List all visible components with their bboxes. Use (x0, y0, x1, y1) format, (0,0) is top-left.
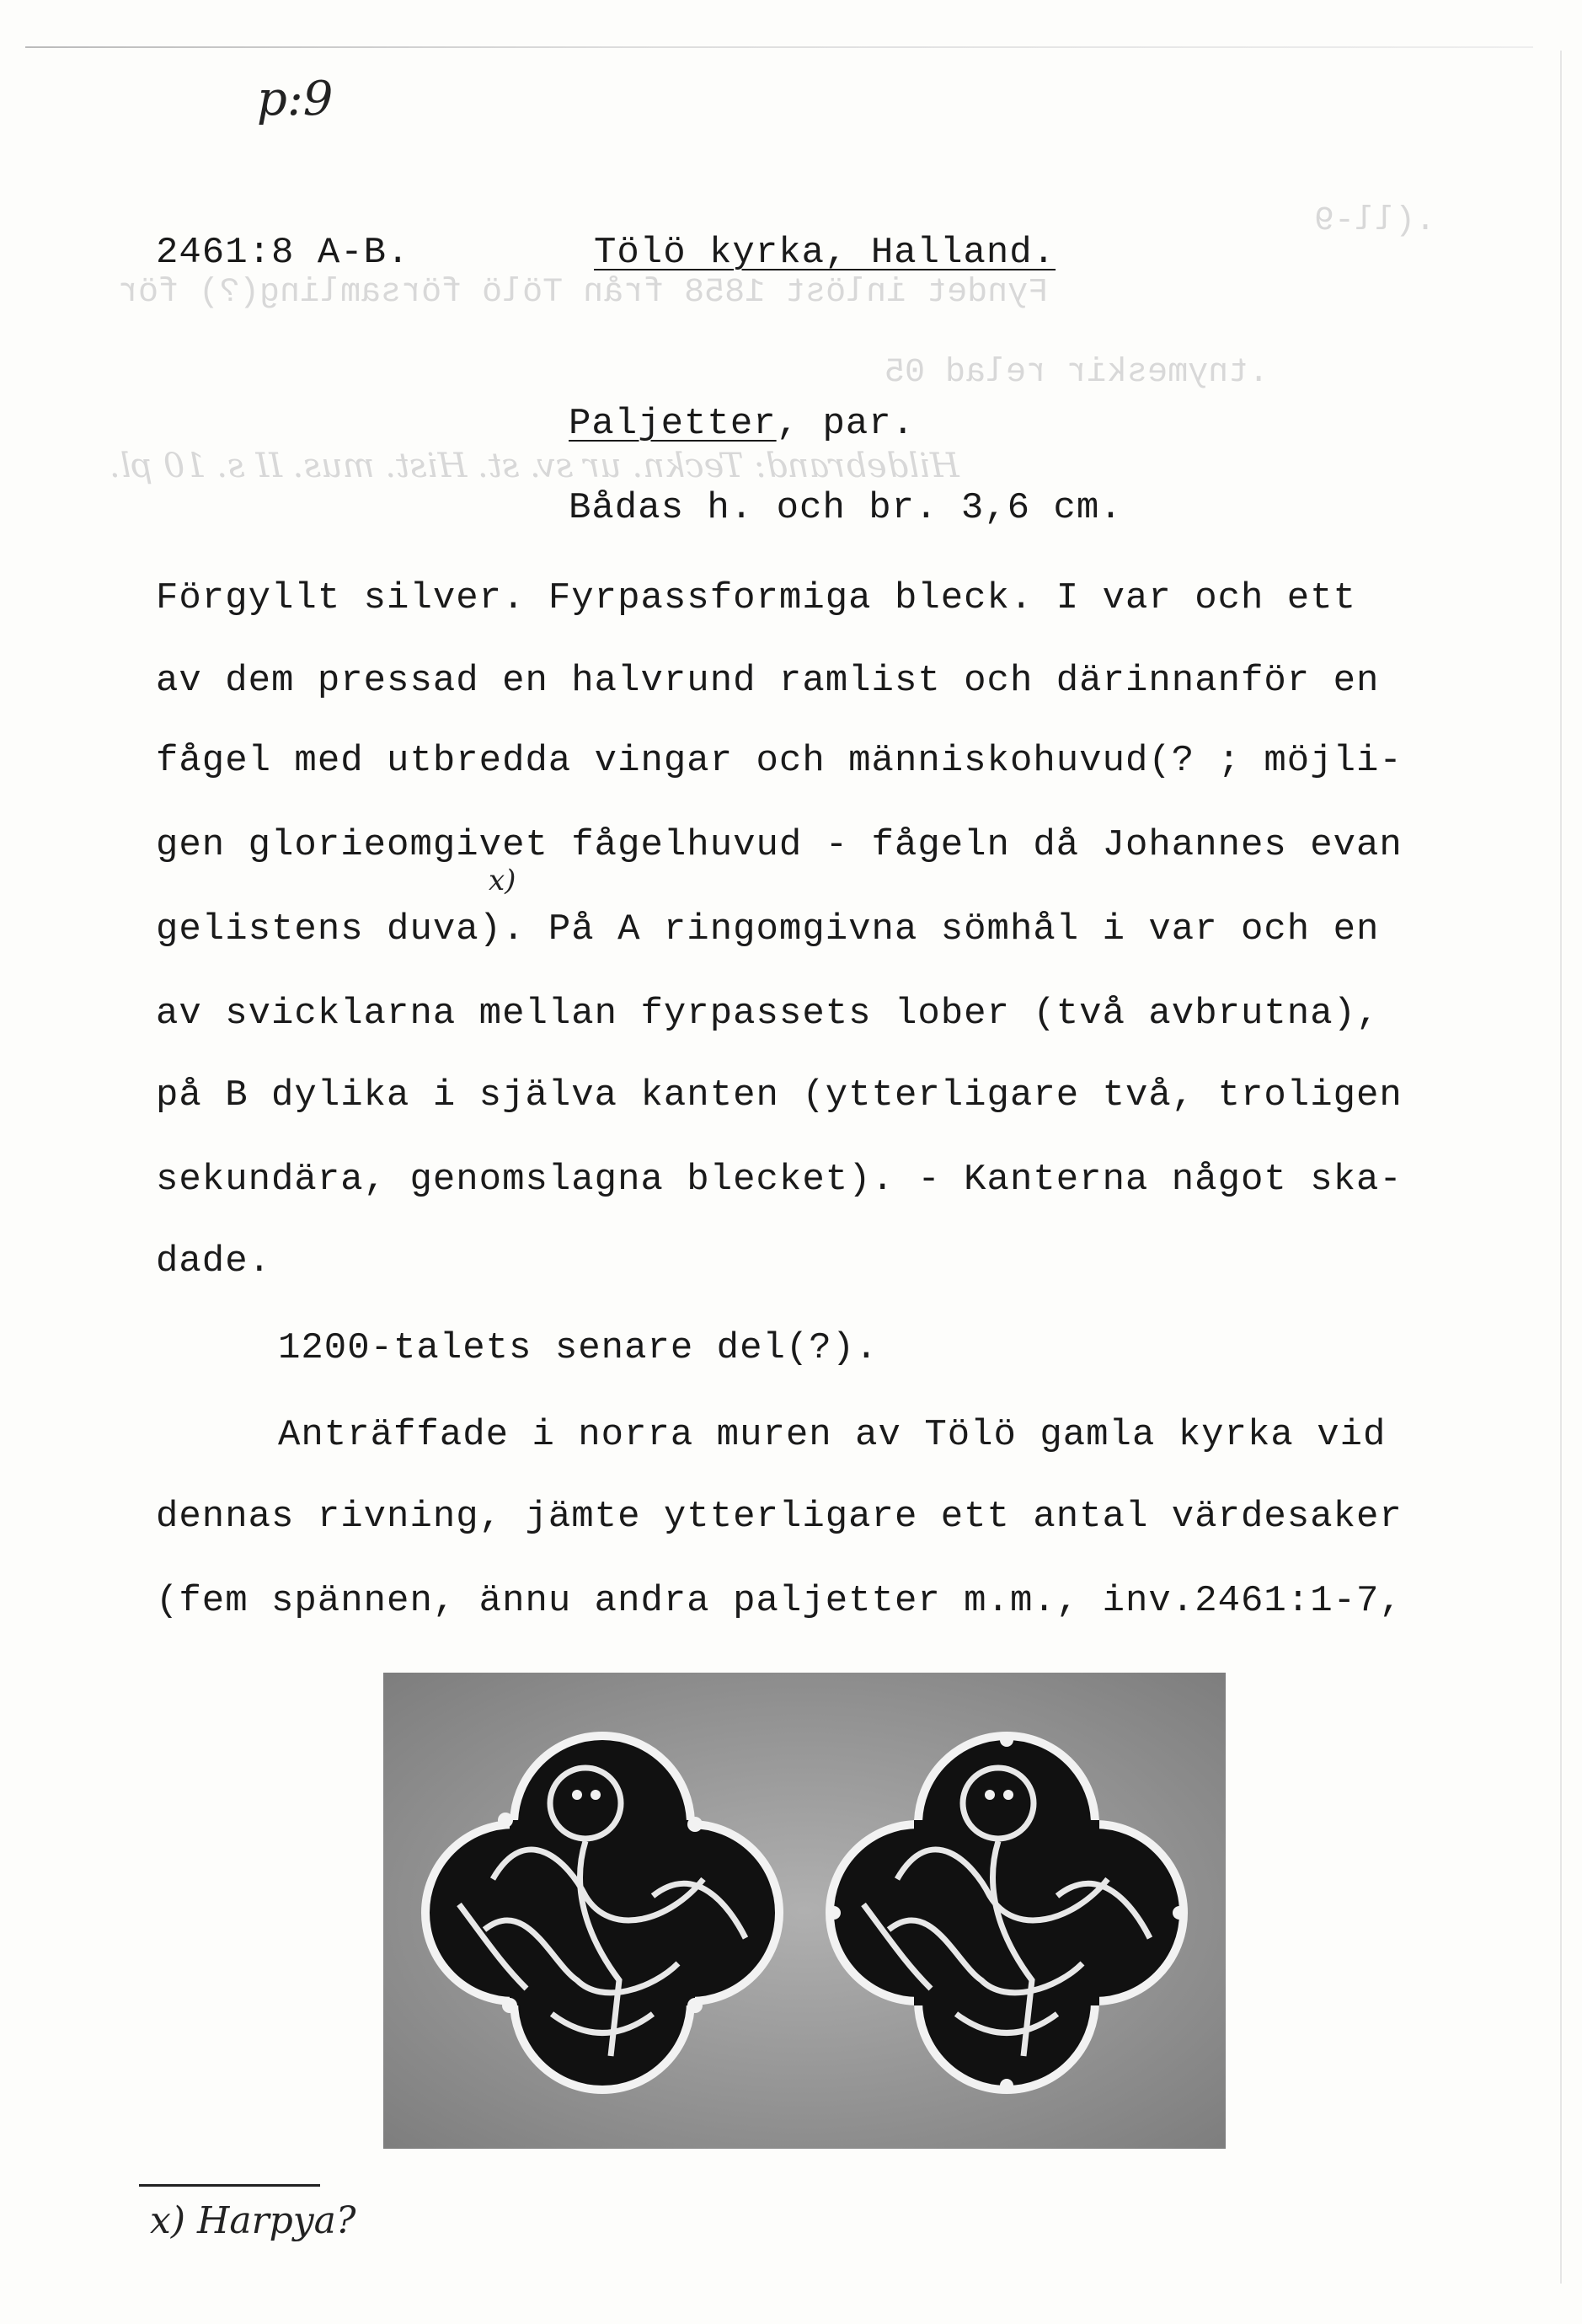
spangles-illustration (383, 1673, 1226, 2149)
description-line: gen glorieomgivet fågelhuvud - fågeln då Johannes evan (156, 824, 1403, 866)
object-dimensions: Bådas h. och br. 3,6 cm. (569, 487, 1123, 529)
dating: 1200-talets senare del(?). (278, 1327, 879, 1369)
find-line: dennas rivning, jämte ytterligare ett antal värdesaker (156, 1496, 1403, 1538)
show-through-text: Hildebrand: Teckn. ur sv. st. Hist. mus. II s. 10 pl. (110, 447, 959, 485)
object-name: Paljetter (569, 403, 777, 445)
show-through-text: Fyndet inlöst 1858 från Tölö församling(?) för (118, 274, 1049, 312)
description-line: på B dylika i själva kanten (ytterligare två, troligen (156, 1074, 1403, 1116)
description-line: gelistens duva). På A ringomgivna sömhål i var och en (156, 908, 1380, 950)
description-line: fågel med utbredda vingar och människohuvud(? ; möjli- (156, 740, 1403, 782)
card-top-edge (25, 46, 1533, 48)
card-right-edge (1560, 51, 1562, 2284)
description-line: dade. (156, 1240, 272, 1282)
footnote-rule (139, 2184, 320, 2187)
handwritten-page-mark: p:9 (257, 72, 334, 126)
description-line: av svicklarna mellan fyrpassets lober (två avbrutna), (156, 993, 1380, 1035)
find-line: Anträffade i norra muren av Tölö gamla kyrka vid (278, 1414, 1387, 1456)
description-line: Förgyllt silver. Fyrpassformiga bleck. I var och ett (156, 577, 1357, 619)
handwritten-footnote-marker: x) (489, 864, 516, 897)
object-title (569, 403, 915, 445)
handwritten-footnote: x) Harpya? (150, 2199, 356, 2242)
find-location: Tölö kyrka, Halland. (594, 232, 1056, 274)
object-name-suffix: , par. (776, 403, 916, 445)
show-through-text: .(ll-9 (1314, 202, 1436, 240)
description-line: av dem pressad en halvrund ramlist och därinnanför en (156, 660, 1380, 702)
description-line: sekundära, genomslagna blecket). - Kanterna något ska- (156, 1159, 1403, 1201)
inventory-number: 2461:8 A-B. (156, 232, 410, 274)
find-line: (fem spännen, ännu andra paljetter m.m., inv.2461:1-7, (156, 1580, 1403, 1622)
show-through-text: .tnymeskir relad 05 (885, 354, 1269, 392)
spangles-photograph (383, 1673, 1226, 2149)
